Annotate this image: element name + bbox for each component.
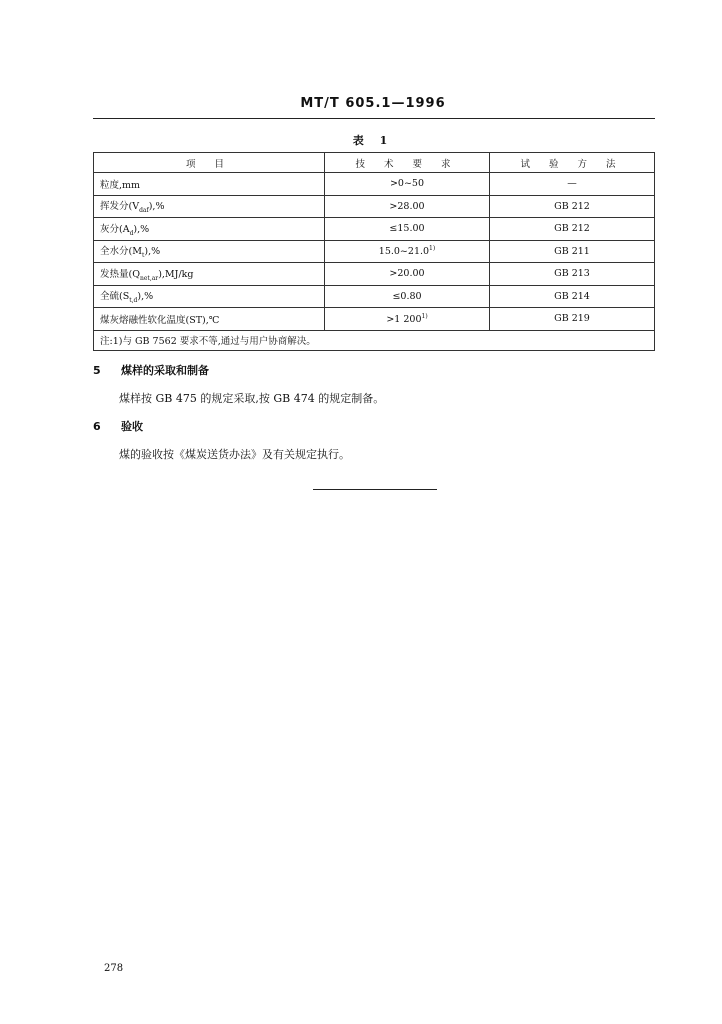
section-body-acceptance: 煤的验收按《煤炭送货办法》及有关规定执行。 — [119, 448, 350, 461]
table-row — [94, 263, 655, 286]
item-subscript: t,d — [129, 297, 138, 305]
footnote-ref: 1) — [429, 245, 436, 253]
cell-method: GB 219 — [490, 308, 655, 331]
cell-method: GB 211 — [490, 240, 655, 263]
section-number: 5 — [93, 364, 101, 377]
table-row — [94, 173, 655, 196]
cell-requirement — [325, 308, 490, 331]
table-row — [94, 308, 655, 331]
item-text-tail: ),% — [148, 201, 165, 213]
cell-item-moisture — [94, 240, 325, 263]
table-title: 表 1 — [352, 134, 394, 147]
cell-method: — — [490, 173, 655, 196]
cell-requirement: ≤0.80 — [325, 285, 490, 308]
table-header-row — [94, 153, 655, 173]
item-text-tail: ),% — [133, 223, 150, 235]
table-row — [94, 240, 655, 263]
item-text-tail: ),% — [144, 246, 161, 258]
cell-method: GB 214 — [490, 285, 655, 308]
item-text: 发热量(Q — [100, 268, 140, 280]
item-subscript: net,ar — [140, 274, 159, 282]
page-header-standard-number: MT/T 605.1—1996 — [300, 96, 446, 111]
section-title: 验收 — [121, 420, 143, 433]
requirement-text: 15.0~21.0 — [378, 246, 430, 258]
table-row — [94, 218, 655, 241]
column-header-item: 项 目 — [94, 153, 325, 173]
column-header-requirement: 技 术 要 求 — [325, 153, 490, 173]
end-rule — [313, 489, 437, 490]
cell-requirement: >28.00 — [325, 195, 490, 218]
cell-item-calorific — [94, 263, 325, 286]
section-title: 煤样的采取和制备 — [121, 364, 209, 377]
cell-item-particle-size: 粒度,mm — [94, 173, 325, 196]
table-note-row — [94, 330, 655, 350]
footnote-ref: 1) — [421, 312, 428, 320]
section-number: 6 — [93, 420, 101, 433]
item-text: 灰分(A — [100, 223, 130, 235]
item-text: 挥发分(V — [100, 201, 140, 213]
cell-item-ash-fusion: 煤灰熔融性软化温度(ST),℃ — [94, 308, 325, 331]
cell-requirement — [325, 240, 490, 263]
column-header-method: 试 验 方 法 — [490, 153, 655, 173]
cell-requirement: >20.00 — [325, 263, 490, 286]
requirement-text: >1 200 — [386, 313, 422, 325]
section-heading-acceptance — [93, 418, 143, 434]
item-text: 全硫(S — [100, 291, 130, 303]
cell-method: GB 212 — [490, 218, 655, 241]
item-subscript: daf — [139, 207, 149, 215]
page-number: 278 — [104, 963, 124, 974]
cell-requirement: >0~50 — [325, 173, 490, 196]
item-subscript: d — [129, 229, 134, 237]
spec-table — [93, 152, 655, 351]
table-note: 注:1)与 GB 7562 要求不等,通过与用户协商解决。 — [94, 330, 655, 350]
cell-item-sulfur — [94, 285, 325, 308]
cell-item-ash — [94, 218, 325, 241]
cell-method: GB 212 — [490, 195, 655, 218]
section-heading-sampling — [93, 362, 209, 378]
item-text: 全水分(M — [100, 246, 142, 258]
cell-item-volatile — [94, 195, 325, 218]
cell-requirement: ≤15.00 — [325, 218, 490, 241]
table-row — [94, 285, 655, 308]
item-text-tail: ),MJ/kg — [158, 268, 194, 280]
section-body-sampling: 煤样按 GB 475 的规定采取,按 GB 474 的规定制备。 — [119, 392, 385, 405]
table-row — [94, 195, 655, 218]
item-subscript: t — [141, 252, 145, 260]
cell-method: GB 213 — [490, 263, 655, 286]
header-rule — [93, 118, 655, 119]
item-text-tail: ),% — [137, 291, 154, 303]
